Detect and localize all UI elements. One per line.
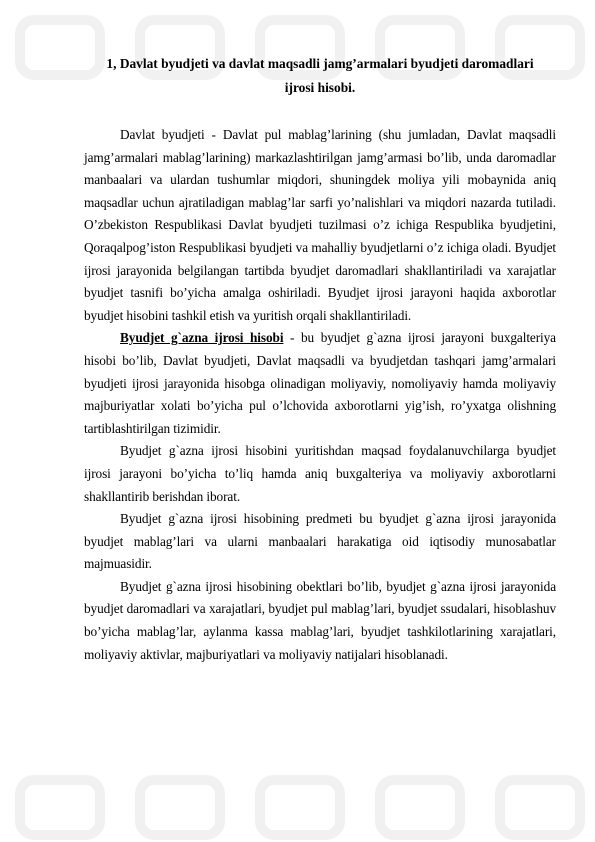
paragraph-gazna-ijrosi-hisobi	[84, 327, 556, 440]
section-heading	[84, 52, 556, 100]
paragraph-predmet: Byudjet g`azna ijrosi hisobining predmeti bu byudjet g`azna ijrosi jarayonida byudjet mablag’lari va ularni manbaalari harakatiga oid iqtisodiy munosabatlar majmuasidir.	[84, 511, 556, 572]
body-text	[84, 124, 556, 666]
paragraph-obektlar: Byudjet g`azna ijrosi hisobining obektlari bo’lib, byudjet g`azna ijrosi jarayonida byudjet daromadlari va xarajatlari, byudjet pul mablag’lari, byudjet ssudalari, hisoblashuv bo’yicha mablag’lar, aylanma kassa mablag’lari, byudjet tashkilotlarining xarajatlari, moliyaviy aktivlar, majburiyatlari va moliyaviy natijalari hisoblanadi.	[84, 578, 556, 662]
heading-line-2: ijrosi hisobi.	[284, 80, 356, 95]
paragraph-maqsad: Byudjet g`azna ijrosi hisobini yuritishdan maqsad foydalanuvchilarga byudjet ijrosi jarayoni bo’yicha to’liq hamda aniq buxgalteriya va moliyaviy axborotlarni shakllantirib berishdan iborat.	[84, 443, 556, 504]
term-byudjet-gazna-ijrosi-hisobi: Byudjet g`azna ijrosi hisobi	[120, 330, 284, 346]
paragraph-davlat-byudjeti: Davlat byudjeti - Davlat pul mablag’larining (shu jumladan, Davlat maqsadli jamg’armalari mablag’larining) markazlashtirilgan jamg’armasi bo’lib, unda daromadlar manbaalari va ulardan tushumlar miqdori, shuningdek moliya yili mobaynida aniq maqsadlar uchun ajratiladigan mablag’lar sarfi yo’nalishlari va miqdori nazarda tutiladi. O’zbekiston Respublikasi Davlat byudjeti tuzilmasi o’z ichiga Respublika byudjetini, Qoraqalpog’iston Respublikasi byudjeti va mahalliy byudjetlarni o’z ichiga oladi. Byudjet ijrosi jarayonida belgilangan tartibda byudjet daromadlari shakllantiriladi va xarajatlar byudjet tasnifi bo’yicha amalga oshiriladi. Byudjet ijrosi jarayoni haqida axborotlar byudjet hisobini tashkil etish va yuritish orqali shakllantiriladi.	[84, 127, 556, 323]
paragraph-definition-text: - bu byudjet g`azna ijrosi jarayoni buxgalteriya hisobi bo’lib, Davlat byudjeti, Davlat maqsadli va byudjetdan tashqari jamg’armalari byudjeti ijrosi jarayonida hisobga olinadigan moliyaviy, nomoliyaviy hamda moliyaviy majburiyatlar xolati bo’yicha pul o’lchovida axborotlarni yig’ish, ro’yxatga olishning tartiblashtirilgan tizimidir.	[84, 330, 556, 436]
heading-line-1: 1, Davlat byudjeti va davlat maqsadli jamg’armalari byudjeti daromadlari	[106, 56, 534, 71]
